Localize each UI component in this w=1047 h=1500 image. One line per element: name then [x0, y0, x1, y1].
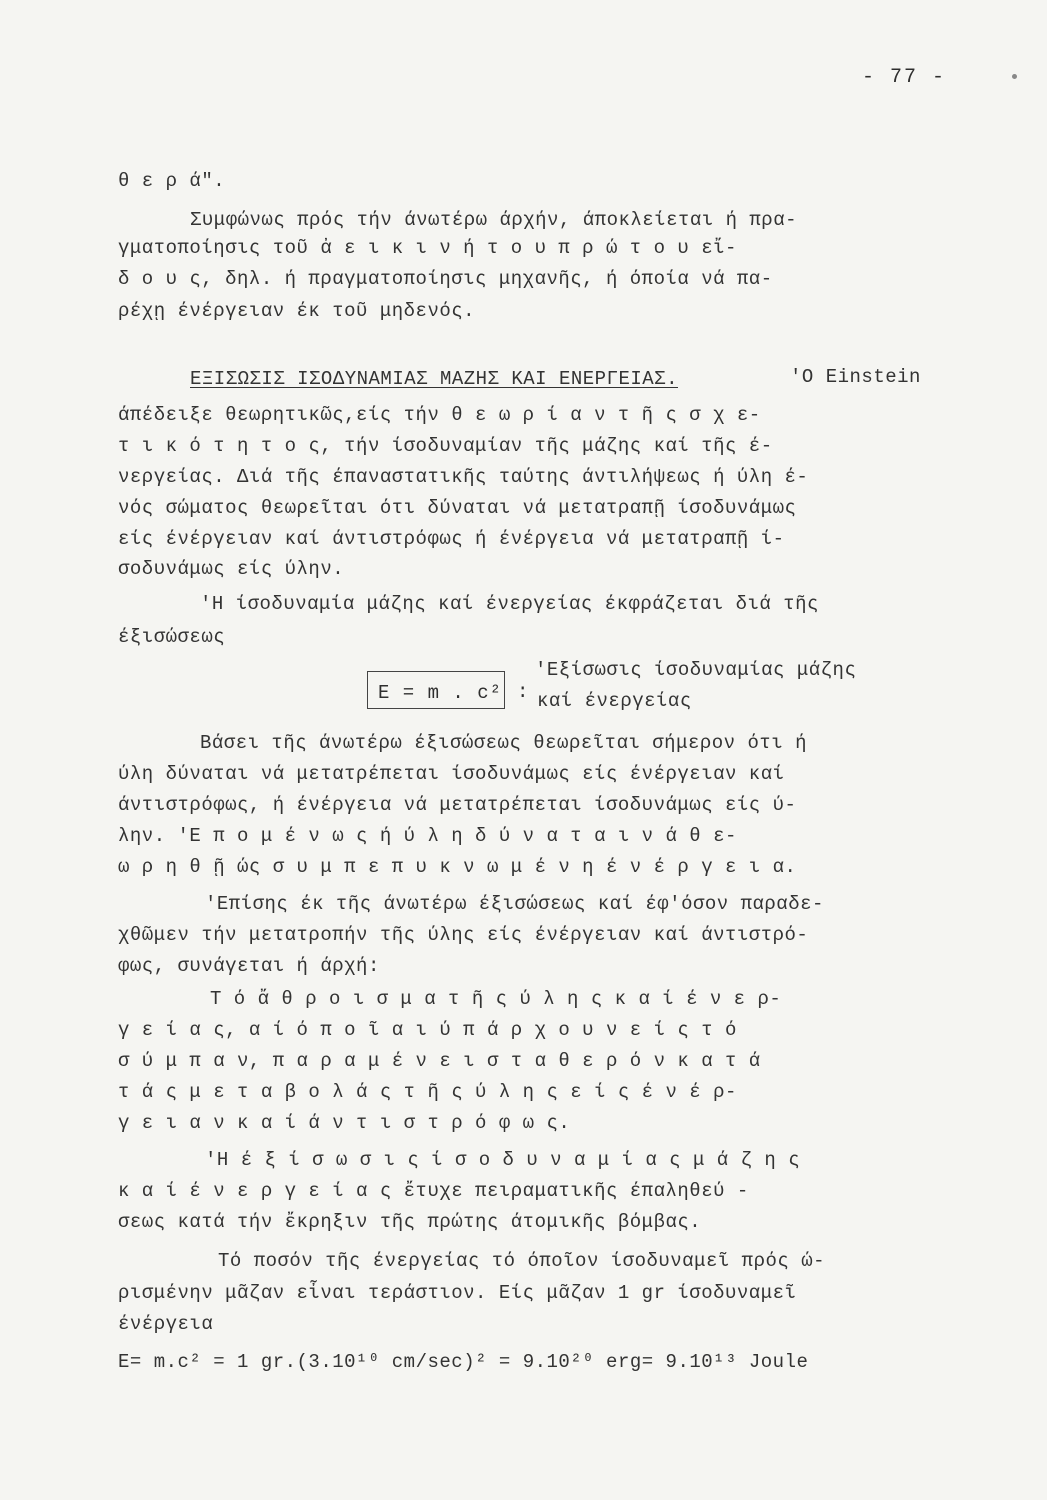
text-line: θ ε ρ ά". [118, 170, 226, 192]
text-line: νός σώματος θεωρεῖται ότι δύναται νά μετατραπῇ ίσοδυνάμως [118, 497, 797, 519]
text-line: ύλη δύναται νά μετατρέπεται ίσοδυνάμως είς ένέργειαν καί [118, 763, 785, 785]
text-line: γματοποίησις τοῦ ἀ ε ι κ ι ν ή τ ο υ π ρ ώ τ ο υ εἴ- [118, 237, 737, 259]
text-line: τ ά ς μ ε τ α β ο λ ά ς τ ῆ ς ύ λ η ς ε ί ς έ ν έ ρ- [118, 1081, 737, 1103]
text-line: Βάσει τῆς άνωτέρω έξισώσεως θεωρεῖται σήμερον ότι ή [200, 732, 807, 754]
text-line: λην. 'Ε π ο μ έ ν ω ς ή ύ λ η δ ύ ν α τ α ι ν ά θ ε- [118, 825, 737, 847]
text-line: χθῶμεν τήν μετατροπήν τῆς ύλης είς ένέργειαν καί άντιστρό- [118, 924, 809, 946]
equation-caption: 'Εξίσωσις ίσοδυναμίας μάζης [535, 659, 857, 681]
equation-caption: καί ένεργείας [537, 690, 692, 712]
page-number: - 77 - [862, 66, 947, 89]
text-line: Τ ό ἄ θ ρ ο ι σ μ α τ ῆ ς ύ λ η ς κ α ί έ ν ε ρ- [210, 988, 782, 1010]
text-line: 'Η έ ξ ί σ ω σ ι ς ί σ ο δ υ ν α μ ί α ς μ ά ζ η ς [205, 1149, 801, 1171]
text-line: ένέργεια [118, 1313, 214, 1335]
section-heading: ΕΞΙΣΩΣΙΣ ΙΣΟΔΥΝΑΜΙΑΣ ΜΑΖΗΣ ΚΑΙ ΕΝΕΡΓΕΙΑΣ. [190, 368, 678, 390]
equation-formula: E = m . c² [378, 682, 503, 704]
text-line: σ ύ μ π α ν, π α ρ α μ έ ν ε ι σ τ α θ ε ρ ό ν κ α τ ά [118, 1050, 761, 1072]
text-line: 'Επίσης έκ τῆς άνωτέρω έξισώσεως καί έφ'όσον παραδε- [205, 893, 824, 915]
text-line: έξισώσεως [118, 626, 226, 648]
text-line: φως, συνάγεται ή άρχή: [118, 955, 380, 977]
scan-speck [1012, 74, 1017, 79]
text-line: σεως κατά τήν ἔκρηξιν τῆς πρώτης άτομικῆς βόμβας. [118, 1211, 702, 1233]
equation-colon: : [517, 681, 529, 703]
text-line: άπέδειξε θεωρητικῶς,είς τήν θ ε ω ρ ί α ν τ ῆ ς σ χ ε- [118, 404, 761, 426]
text-line: ρισμένην μᾶζαν εἶναι τεράστιον. Είς μᾶζαν 1 gr ίσοδυναμεῖ [118, 1282, 797, 1304]
text-line: δ ο υ ς, δηλ. ή πραγματοποίησις μηχανῆς, ή όποία νά πα- [118, 268, 773, 290]
text-line: γ ε ι α ν κ α ί ά ν τ ι σ τ ρ ό φ ω ς. [118, 1112, 571, 1134]
text-line: κ α ί έ ν ε ρ γ ε ί α ς ἔτυχε πειραματικῆς έπαληθεύ - [118, 1180, 749, 1202]
text-line: τ ι κ ό τ η τ ο ς, τήν ίσοδυναμίαν τῆς μάζης καί τῆς έ- [118, 435, 773, 457]
text-line: ρέχῃ ένέργειαν έκ τοῦ μηδενός. [118, 300, 476, 322]
text-line: Συμφώνως πρός τήν άνωτέρω άρχήν, άποκλείεται ή πρα- [190, 209, 797, 231]
energy-calculation: E= m.c² = 1 gr.(3.10¹⁰ cm/sec)² = 9.10²⁰ erg= 9.10¹³ Joule [118, 1351, 809, 1373]
text-line: νεργείας. Διά τῆς έπαναστατικῆς ταύτης άντιλήψεως ή ύλη έ- [118, 466, 809, 488]
text-line: Τό ποσόν τῆς ένεργείας τό όποῖον ίσοδυναμεῖ πρός ώ- [218, 1250, 825, 1272]
text-line: ω ρ η θ ῇ ώς σ υ μ π ε π υ κ ν ω μ έ ν η έ ν έ ρ γ ε ι α. [118, 856, 797, 878]
text-line: σοδυνάμως είς ύλην. [118, 558, 345, 580]
text-line: άντιστρόφως, ή ένέργεια νά μετατρέπεται ίσοδυνάμως είς ύ- [118, 794, 797, 816]
text-line: γ ε ί α ς, α ί ό π ο ῖ α ι ύ π ά ρ χ ο υ ν ε ί ς τ ό [118, 1019, 737, 1041]
text-line: είς ένέργειαν καί άντιστρόφως ή ένέργεια νά μετατραπῇ ί- [118, 528, 785, 550]
text-line: 'Ο Einstein [790, 366, 921, 388]
text-line: 'Η ίσοδυναμία μάζης καί ένεργείας έκφράζεται διά τῆς [200, 593, 819, 615]
